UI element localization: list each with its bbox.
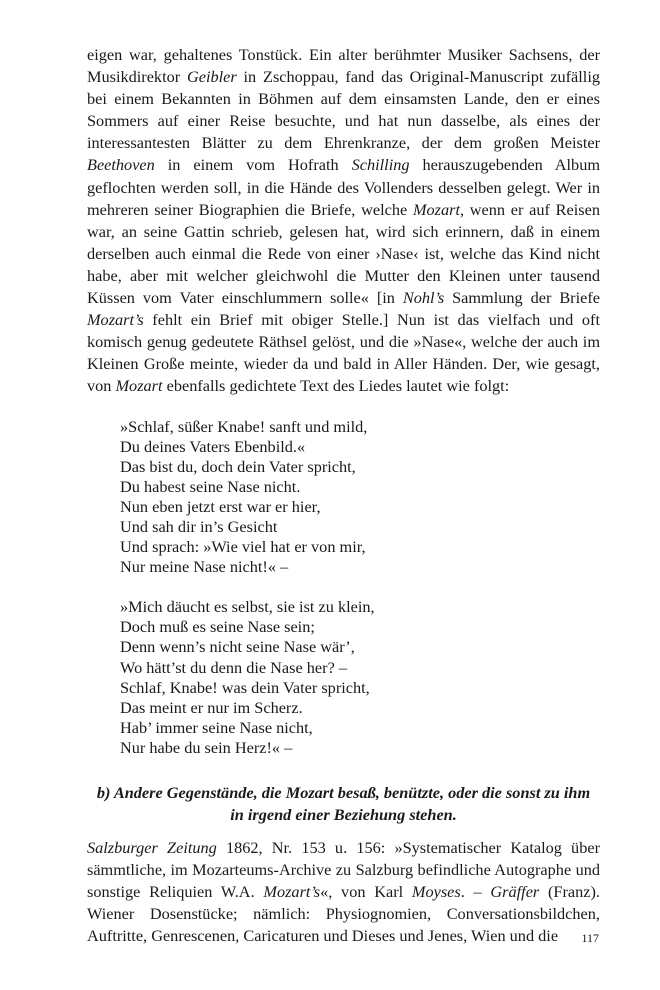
- text-run: , wenn er auf Reisen war, an seine Gattin schrieb, gelesen hat, wird sich erinnern, daß in einem derselben auch einmal die Rede von einer ›Nase‹ ist, welche das Kind nicht habe, aber mit welcher gleichwohl die Mutter den Kleinen unter tausend Küssen vom Vater einschlummern solle« [in: [87, 199, 600, 308]
- source-title: Salzburger Zeitung: [87, 838, 217, 857]
- text-run: Sammlung der Briefe: [444, 288, 600, 308]
- page-number: 117: [581, 931, 599, 945]
- section-heading: [87, 782, 600, 826]
- poem-line: Du deines Vaters Ebenbild.«: [120, 436, 306, 456]
- poem-line: Wo hätt’st du denn die Nase her? –: [120, 657, 348, 677]
- text-run: (Franz). Wiener Dosenstücke; nämlich: Physiognomien, Conversationsbildchen, Auftritte, Genrescenen, Caricaturen und Dieses und Jenes, Wien und die: [87, 882, 600, 946]
- poem-line: Das meint er nur im Scherz.: [120, 697, 303, 717]
- poem-line: Und sprach: »Wie viel hat er von mir,: [120, 537, 366, 557]
- section-heading-line-1: b) Andere Gegenstände, die Mozart besaß, benützte, oder die sonst zu ihm: [96, 783, 591, 802]
- name-moyses: Moyses: [411, 882, 461, 902]
- poem-line: »Schlaf, süßer Knabe! sanft und mild,: [120, 416, 368, 436]
- text-run: . –: [460, 882, 491, 902]
- name-mozart: Mozart’s: [263, 882, 321, 902]
- text-run: eigen war, gehaltenes Tonstück. Ein alter berühmter Musiker Sachsens, der Musikdirektor: [87, 45, 600, 87]
- poem-line: Doch muß es seine Nase sein;: [120, 617, 315, 637]
- text-run: 1862, Nr. 153 u. 156: »Systematischer Katalog über sämmtliche, im Mozarteums-Archive zu Salzburg befindliche Autographe und sonstige Reliquien W.A.: [87, 838, 600, 902]
- poem-line: Nur habe du sein Herz!« –: [120, 737, 293, 757]
- poem-line: Das bist du, doch dein Vater spricht,: [120, 456, 356, 476]
- poem-line: Hab’ immer seine Nase nicht,: [120, 717, 313, 737]
- text-run: in Zschoppau, fand das Original-Manuscript zufällig bei einem Bekannten in Böhmen auf dem einsamsten Lande, den er eines Sommers auf einer Reise besuchte, und hat nun dasselbe, als eines der interessantesten Blätter zu dem Ehrenkranze, der dem großen Meister: [87, 67, 600, 153]
- poem-stanza-1: [120, 417, 600, 578]
- poem-line: Denn wenn’s nicht seine Nase wär’,: [120, 637, 355, 657]
- page-body: [87, 44, 600, 947]
- name-mozart: Mozart: [412, 199, 460, 219]
- poem-line: Nur meine Nase nicht!« –: [120, 557, 289, 577]
- poem-line: »Mich däucht es selbst, sie ist zu klein,: [120, 597, 375, 617]
- poem-line: Du habest seine Nase nicht.: [120, 476, 301, 496]
- poem-line: Schlaf, Knabe! was dein Vater spricht,: [120, 677, 370, 697]
- text-run: ebenfalls gedichtete Text des Liedes lautet wie folgt:: [162, 376, 510, 396]
- name-geibler: Geibler: [186, 67, 237, 87]
- name-nohl: Nohl’s: [402, 288, 445, 308]
- text-run: in einem vom Hofrath: [154, 155, 352, 175]
- text-run: «, von Karl: [320, 882, 412, 902]
- body-paragraph-1: [87, 44, 600, 398]
- text-run: herauszugebenden Album geflochten werden soll, in die Hände des Vollenders desselben gelegt. Wer in mehreren seiner Biographien die Briefe, welche: [87, 155, 601, 219]
- name-beethoven: Beethoven: [87, 155, 155, 175]
- poem-stanza-2: [120, 597, 600, 758]
- name-schilling: Schilling: [351, 155, 410, 175]
- body-paragraph-2: [87, 837, 600, 947]
- text-run: fehlt ein Brief mit obiger Stelle.] Nun ist das vielfach und oft komisch genug gedeutete Räthsel gelöst, und die »Nase«, welche der auch im Kleinen Große meinte, wieder da und bald in Aller Händen. Der, wie gesagt, von: [87, 310, 600, 396]
- section-heading-line-2: in irgend einer Beziehung stehen.: [230, 805, 457, 824]
- name-mozart: Mozart: [115, 376, 163, 396]
- poem-line: Und sah dir in’s Gesicht: [120, 516, 278, 536]
- poem-line: Nun eben jetzt erst war er hier,: [120, 496, 321, 516]
- lullaby-poem: [120, 417, 600, 759]
- name-mozart: Mozart’s: [87, 310, 144, 330]
- name-graeffer: Gräffer: [490, 882, 540, 902]
